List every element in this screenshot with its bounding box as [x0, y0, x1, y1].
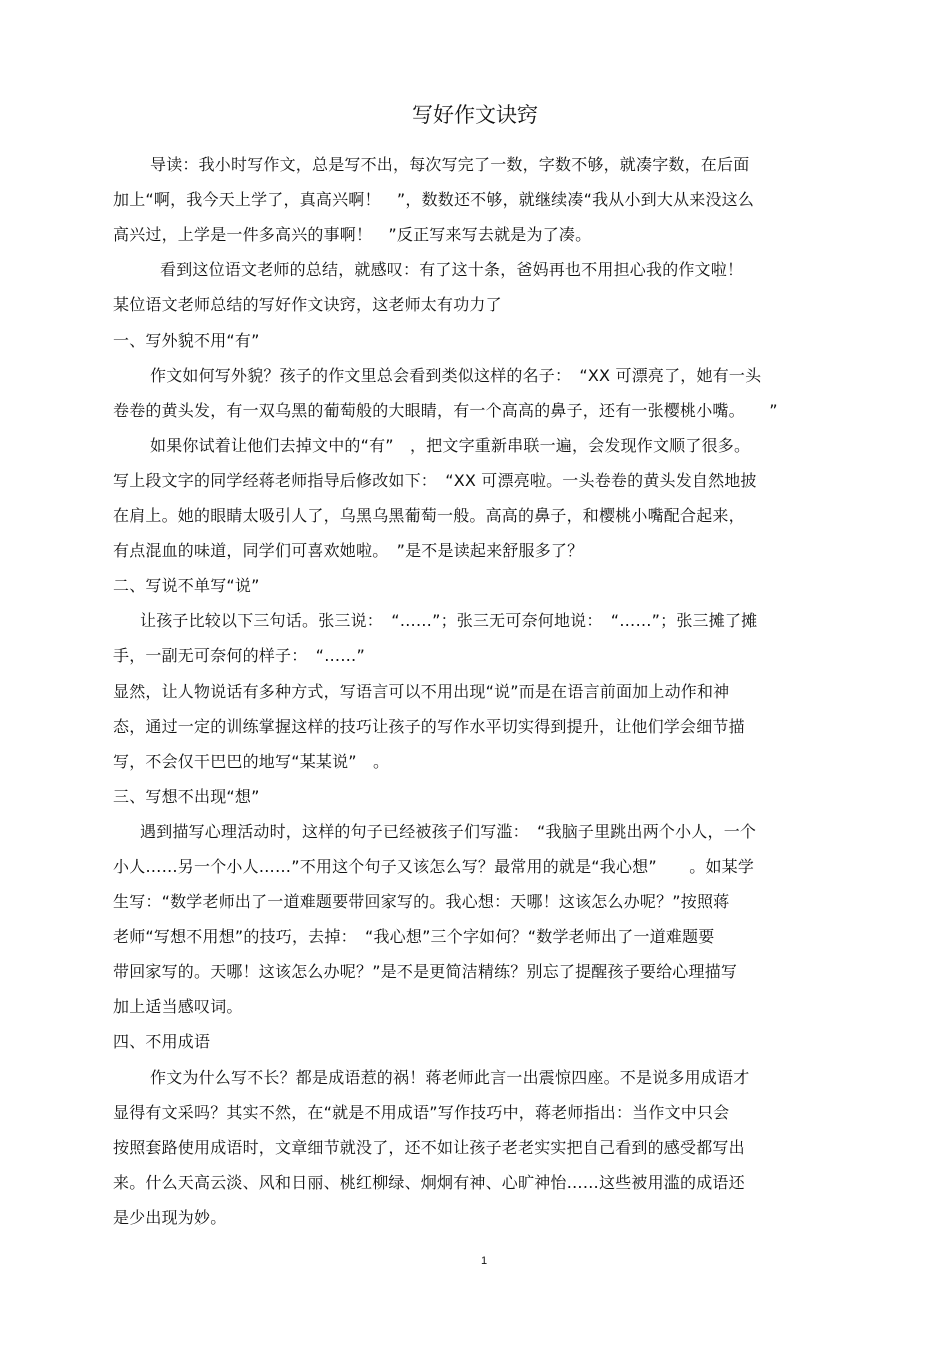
section-heading: 二、写说不单写“说” — [113, 576, 260, 595]
paragraph-line: 带回家写的。天哪！这该怎么办呢？”是不是更简洁精练？别忘了提醒孩子要给心理描写 — [113, 962, 738, 981]
paragraph-line: 来。什么天高云淡、风和日丽、桃红柳绿、炯炯有神、心旷神怡……这些被用滥的成语还 — [113, 1173, 745, 1192]
paragraph-line: 加上适当感叹词。 — [113, 997, 243, 1016]
paragraph-line: 老师“写想不用想”的技巧，去掉： “我心想”三个字如何？“数学老师出了一道难题要 — [113, 927, 715, 946]
intro-line: 看到这位语文老师的总结，就感叹：有了这十条，爸妈再也不用担心我的作文啦！ — [160, 260, 744, 279]
paragraph-line: 小人……另一个小人……”不用这个句子又该怎么写？最常用的就是“我心想” 。如某学 — [113, 857, 755, 876]
paragraph-line: 按照套路使用成语时，文章细节就没了，还不如让孩子老老实实把自己看到的感受都写出 — [113, 1138, 745, 1157]
paragraph-line: 是少出现为妙。 — [113, 1208, 227, 1227]
section-heading: 三、写想不出现“想” — [113, 787, 260, 806]
section-heading: 四、不用成语 — [113, 1032, 211, 1051]
intro-line: 加上“啊，我今天上学了，真高兴啊！ ”，数数还不够，就继续凑“我从小到大从来没这么 — [113, 190, 755, 209]
paragraph-line: 卷卷的黄头发，有一双乌黑的葡萄般的大眼睛，有一个高高的鼻子，还有一张樱桃小嘴。 ” — [113, 401, 778, 420]
paragraph-line: 作文为什么写不长？都是成语惹的祸！蒋老师此言一出震惊四座。不是说多用成语才 — [150, 1068, 750, 1087]
section-heading: 一、写外貌不用“有” — [113, 331, 260, 350]
page-number: 1 — [480, 1255, 488, 1267]
paragraph-line: 写，不会仅干巴巴的地写“某某说” 。 — [113, 752, 390, 771]
document-title: 写好作文诀窍 — [412, 103, 538, 127]
paragraph-line: 有点混血的味道，同学们可喜欢她啦。 ”是不是读起来舒服多了？ — [113, 541, 584, 560]
paragraph-line: 让孩子比较以下三句话。张三说： “……”；张三无可奈何地说： “……”；张三摊了摊 — [140, 611, 758, 630]
paragraph-line: 写上段文字的同学经蒋老师指导后修改如下： “XX 可漂亮啦。一头卷卷的黄头发自然地披 — [113, 471, 757, 490]
paragraph-line: 显然，让人物说话有多种方式，写语言可以不用出现“说”而是在语言前面加上动作和神 — [113, 682, 730, 701]
intro-line: 导读：我小时写作文，总是写不出，每次写完了一数，字数不够，就凑字数，在后面 — [150, 155, 750, 174]
paragraph-line: 态，通过一定的训练掌握这样的技巧让孩子的写作水平切实得到提升，让他们学会细节描 — [113, 717, 745, 736]
paragraph-line: 在肩上。她的眼睛太吸引人了，乌黑乌黑葡萄一般。高高的鼻子，和樱桃小嘴配合起来， — [113, 506, 745, 525]
intro-line: 某位语文老师总结的写好作文诀窍，这老师太有功力了 — [113, 295, 502, 314]
paragraph-line: 显得有文采吗？其实不然，在“就是不用成语”写作技巧中，蒋老师指出：当作文中只会 — [113, 1103, 730, 1122]
paragraph-line: 如果你试着让他们去掉文中的“有” ，把文字重新串联一遍，会发现作文顺了很多。 — [150, 436, 751, 455]
intro-line: 高兴过，上学是一件多高兴的事啊！ ”反正写来写去就是为了凑。 — [113, 225, 592, 244]
paragraph-line: 生写：“数学老师出了一道难题要带回家写的。我心想：天哪！这该怎么办呢？”按照蒋 — [113, 892, 730, 911]
paragraph-line: 手，一副无可奈何的样子： “……” — [113, 646, 365, 665]
paragraph-line: 遇到描写心理活动时，这样的句子已经被孩子们写滥： “我脑子里跳出两个小人，一个 — [140, 822, 757, 841]
paragraph-line: 作文如何写外貌？孩子的作文里总会看到类似这样的名子： “XX 可漂亮了，她有一头 — [150, 366, 762, 385]
